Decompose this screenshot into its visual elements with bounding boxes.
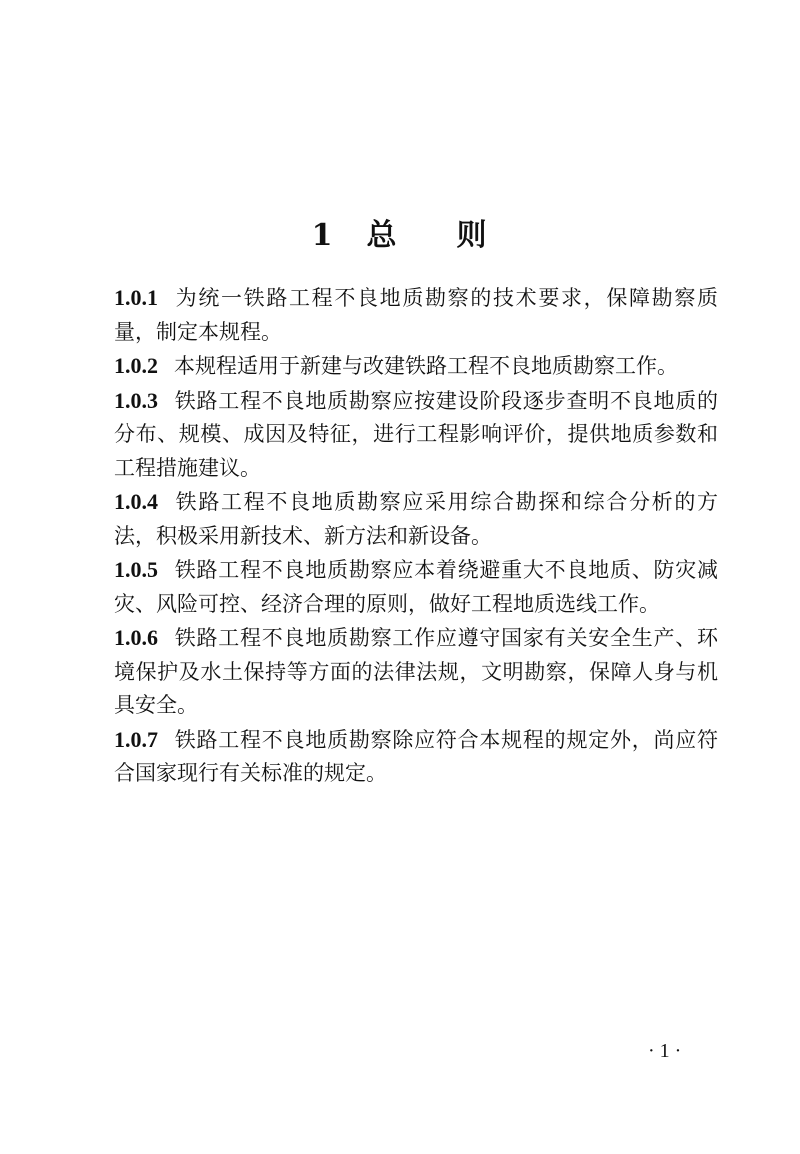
clause-text: 铁路工程不良地质勘察应按建设阶段逐步查明不良地质的分布、规模、成因及特征，进行工程影响评价，提供地质参数和工程措施建议。 [114,388,718,480]
chapter-title-char-1: 总 [366,218,399,253]
clause-text: 铁路工程不良地质勘察除应符合本规程的规定外，尚应符合国家现行有关标准的规定。 [114,727,718,785]
clauses-section [114,281,718,791]
clause-1-0-3 [114,384,718,486]
clause-number: 1.0.2 [114,353,158,378]
clause-text: 铁路工程不良地质勘察应本着绕避重大不良地质、防灾减灾、风险可控、经济合理的原则，做好工程地质选线工作。 [114,558,718,616]
clause-text: 本规程适用于新建与改建铁路工程不良地质勘察工作。 [174,354,678,378]
clause-number: 1.0.4 [114,489,158,514]
clause-number: 1.0.3 [114,387,158,413]
clause-1-0-1 [114,281,718,349]
page-number: · 1 · [648,1040,682,1062]
clause-1-0-7 [114,723,718,791]
clause-1-0-5 [114,553,718,621]
clause-number: 1.0.7 [114,726,158,752]
clause-1-0-2 [114,349,718,384]
clause-1-0-4 [114,485,718,553]
clause-text: 铁路工程不良地质勘察工作应遵守国家有关安全生产、环境保护及水土保持等方面的法律法规，文明勘察，保障人身与机具安全。 [114,626,718,717]
clause-text: 铁路工程不良地质勘察应采用综合勘探和综合分析的方法，积极采用新技术、新方法和新设备。 [114,490,718,548]
clause-1-0-6 [114,621,718,723]
chapter-title-char-2: 则 [456,218,489,253]
chapter-number: 1 [311,218,335,253]
clause-number: 1.0.1 [114,285,158,310]
clause-number: 1.0.6 [114,625,158,650]
clause-number: 1.0.5 [114,557,158,582]
clause-text: 为统一铁路工程不良地质勘察的技术要求，保障勘察质量，制定本规程。 [114,286,718,344]
chapter-title [0,210,800,254]
